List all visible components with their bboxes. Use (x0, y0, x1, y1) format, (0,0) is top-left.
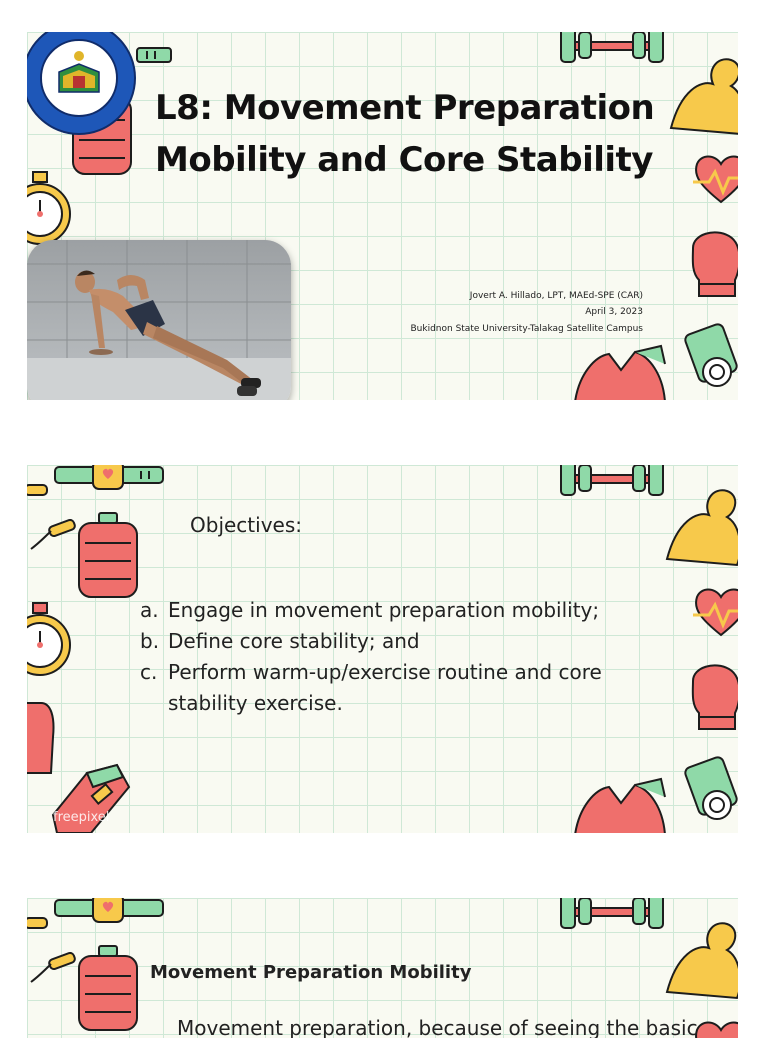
smartwatch-icon (135, 44, 175, 68)
section-body-text: Movement preparation, because of seeing the basic (177, 1016, 698, 1038)
side-plank-photo (27, 240, 291, 400)
objective-item (140, 657, 610, 719)
glove-icon (685, 228, 738, 300)
presentation-date: April 3, 2023 (585, 307, 643, 317)
heartbeat-icon (691, 1016, 738, 1038)
objective-text: Engage in movement preparation mobility; (168, 598, 600, 622)
dumbbell-icon (547, 32, 677, 66)
exercise-photo (27, 240, 291, 400)
jump-rope-icon (29, 519, 79, 559)
author-name: Jovert A. Hillado, LPT, MAEd-SPE (CAR) (469, 291, 643, 301)
movement-preparation-slide (27, 898, 738, 1038)
glove-icon (685, 661, 738, 733)
smartwatch-icon (53, 465, 165, 493)
stopwatch-icon (27, 170, 79, 250)
watermark: freepixel (53, 810, 110, 825)
flexed-arm-icon (657, 914, 738, 1004)
smartwatch-icon (53, 898, 165, 926)
objective-marker: c. (140, 660, 158, 684)
flexed-arm-icon (657, 481, 738, 571)
campus-name: Bukidnon State University-Talakag Satellite Campus (410, 324, 643, 334)
section-heading: Movement Preparation Mobility (150, 962, 472, 983)
university-logo (27, 32, 139, 138)
objective-marker: b. (140, 629, 160, 653)
objective-text: Define core stability; and (168, 629, 420, 653)
stopwatch-icon (27, 601, 81, 681)
jump-rope-icon (27, 912, 53, 936)
bottle-icon (73, 511, 143, 601)
yoga-mat-icon (683, 322, 738, 392)
title-slide (27, 32, 738, 400)
objectives-slide (27, 465, 738, 833)
yoga-mat-icon (683, 755, 738, 825)
tank-top-icon (565, 344, 675, 400)
objective-marker: a. (140, 598, 159, 622)
bottle-icon (73, 944, 143, 1034)
slide-title: L8: Movement Preparation Mobility and Core Stability (155, 88, 655, 180)
objectives-heading: Objectives: (190, 513, 302, 537)
objective-item (140, 595, 610, 626)
objectives-list (140, 595, 610, 719)
objective-item (140, 626, 610, 657)
tank-top-icon (565, 777, 675, 833)
jump-rope-icon (27, 479, 53, 503)
heartbeat-icon (691, 583, 738, 639)
jump-rope-icon (29, 952, 79, 992)
objective-text: Perform warm-up/exercise routine and core stability exercise. (168, 660, 602, 715)
